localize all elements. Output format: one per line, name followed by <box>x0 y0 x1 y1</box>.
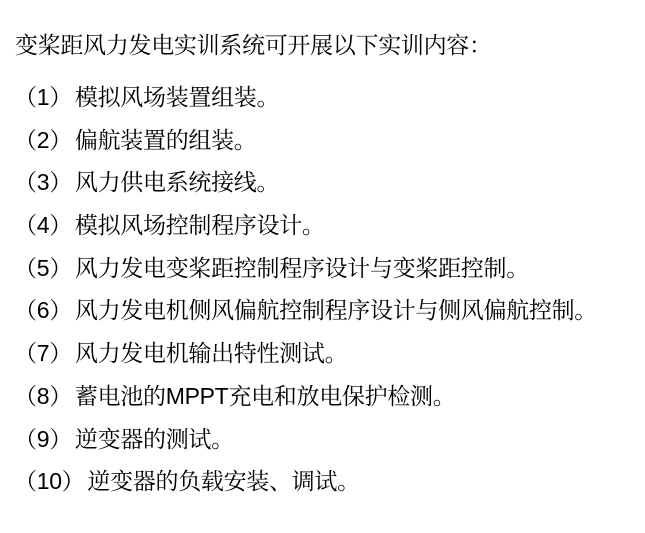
list-item <box>14 340 631 383</box>
item-text: 蓄电池的MPPT充电和放电保护检测。 <box>74 382 456 409</box>
item-text: 风力发电机侧风偏航控制程序设计与侧风偏航控制。 <box>74 297 598 324</box>
item-number: （10） <box>14 468 85 495</box>
list-item <box>14 84 631 127</box>
item-number: （7） <box>14 340 72 367</box>
item-text: 模拟风场控制程序设计。 <box>74 212 325 239</box>
item-number: （1） <box>14 84 72 110</box>
training-items-list <box>14 84 631 511</box>
item-text: 逆变器的测试。 <box>74 425 234 452</box>
list-item <box>14 468 631 511</box>
list-item <box>14 297 631 340</box>
list-item <box>14 426 631 469</box>
list-item <box>14 383 631 426</box>
list-item <box>14 212 631 255</box>
item-text: 逆变器的负载安装、调试。 <box>87 468 360 495</box>
list-item <box>14 169 631 212</box>
item-number: （6） <box>14 297 72 324</box>
document-title: 变桨距风力发电实训系统可开展以下实训内容： <box>15 32 492 58</box>
item-number: （4） <box>14 212 72 239</box>
item-text: 风力供电系统接线。 <box>74 169 280 196</box>
item-number: （8） <box>14 382 72 409</box>
item-text: 风力发电机输出特性测试。 <box>74 340 348 367</box>
list-item <box>14 127 631 170</box>
item-number: （3） <box>14 169 72 196</box>
item-number: （9） <box>14 425 72 452</box>
item-text: 风力发电变桨距控制程序设计与变桨距控制。 <box>74 254 529 281</box>
item-text: 偏航装置的组装。 <box>74 126 257 153</box>
item-number: （2） <box>14 126 72 153</box>
list-item <box>14 255 631 298</box>
item-number: （5） <box>14 254 72 281</box>
item-text: 模拟风场装置组装。 <box>74 84 280 110</box>
